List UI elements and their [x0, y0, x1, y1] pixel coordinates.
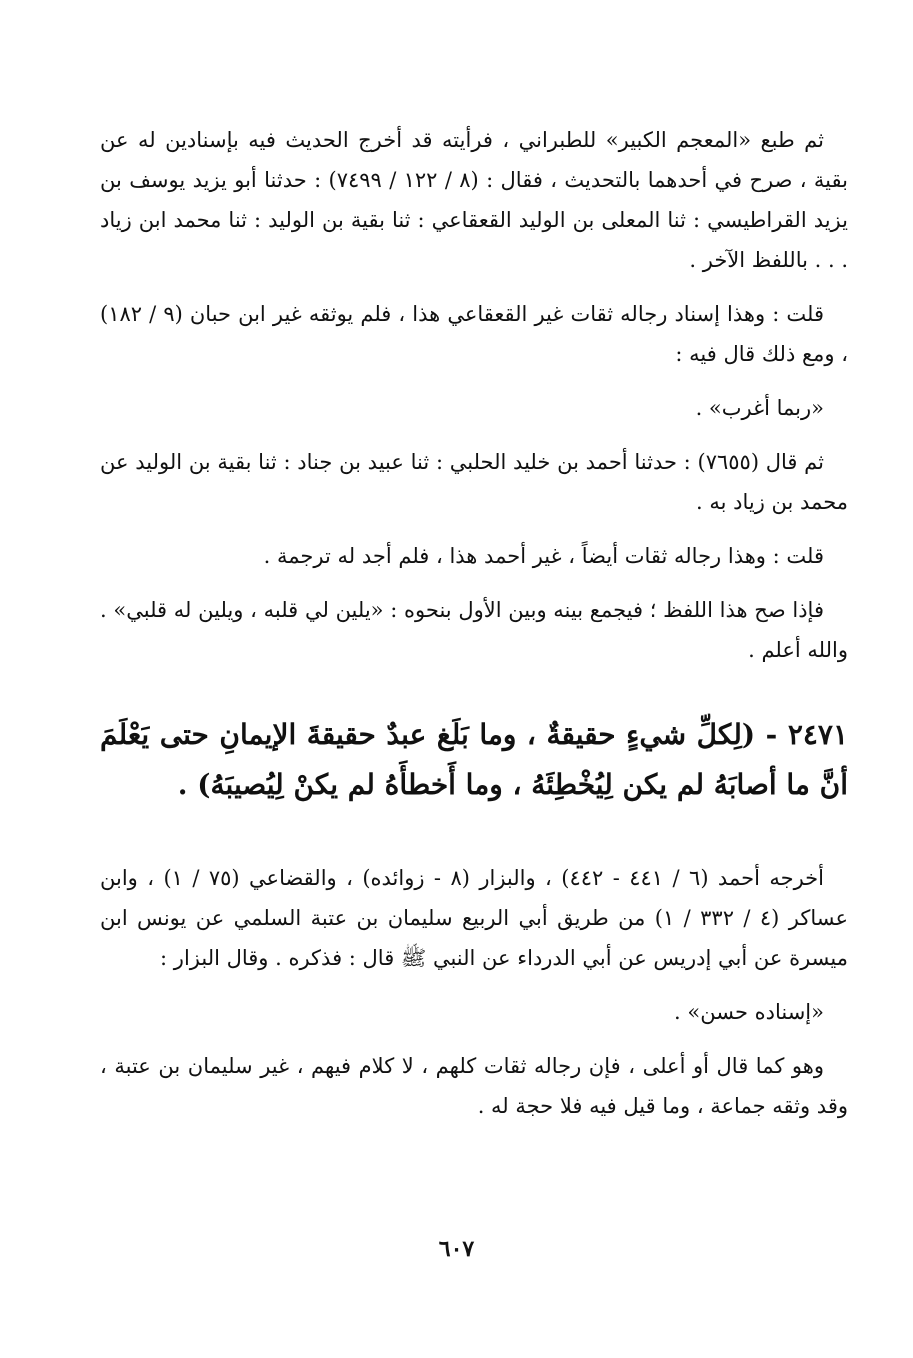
paragraph-final-note: وهو كما قال أو أعلى ، فإن رجاله ثقات كلهم ، لا كلام فيهم ، غير سليمان بن عتبة ، وقد وثقه جماعة ، وما قيل فيه فلا حجة له .: [100, 1054, 848, 1118]
paragraph-qaaqai-note: قلت : وهذا إسناد رجاله ثقات غير القعقاعي هذا ، فلم يوثقه غير ابن حبان (٩ / ١٨٢) ، ومع ذلك قال فيه :: [100, 302, 848, 366]
paragraph-second-isnad: ثم قال (٧٦٥٥) : حدثنا أحمد بن خليد الحلبي : ثنا عبيد بن جناد : ثنا بقية بن الوليد عن محمد بن زياد به .: [100, 450, 848, 514]
hadith-heading-2471: ٢٤٧١ - (لِكلِّ شيءٍ حقيقةٌ ، وما بَلَغ عبدٌ حقيقةَ الإيمانِ حتى يَعْلَمَ أنَّ ما أصابَهُ لم يكن لِيُخْطِئَهُ ، وما أَخطأَهُ لم يكنْ لِيُصيبَهُ) .: [100, 718, 848, 801]
paragraph-conclusion: فإذا صح هذا اللفظ ؛ فيجمع بينه وبين الأول بنحوه : «يلين لي قلبه ، ويلين له قلبي» . والله أعلم .: [100, 598, 848, 662]
page-number: ٦٠٧: [438, 1236, 475, 1262]
paragraph-quote-rubama: «ربما أغرب» .: [695, 396, 824, 420]
paragraph-bazzar-quote: «إسناده حسن» .: [674, 1000, 824, 1024]
page-body: [100, 120, 848, 1140]
paragraph-takhrij: أخرجه أحمد (٦ / ٤٤١ - ٤٤٢) ، والبزار (٨ - زوائده) ، والقضاعي (٧٥ / ١) ، وابن عساكر (٤ / ٣٣٢ / ١) من طريق أبي الربيع سليمان بن عتبة السلمي عن يونس ابن ميسرة عن أبي إدريس عن أبي الدرداء عن النبي ﷺ قال : فذكره . وقال البزار :: [100, 866, 848, 970]
paragraph-tabarani-kabir: ثم طبع «المعجم الكبير» للطبراني ، فرأيته قد أخرج الحديث فيه بإسنادين له عن بقية ، صرح في أحدهما بالتحديث ، فقال : (٨ / ١٢٢ / ٧٤٩٩) : حدثنا أبو يزيد يوسف بن يزيد القراطيسي : ثنا المعلى بن الوليد القعقاعي : ثنا بقية بن الوليد : ثنا محمد ابن زياد . . . باللفظ الآخر .: [100, 128, 848, 272]
paragraph-ahmad-note: قلت : وهذا رجاله ثقات أيضاً ، غير أحمد هذا ، فلم أجد له ترجمة .: [263, 544, 824, 568]
